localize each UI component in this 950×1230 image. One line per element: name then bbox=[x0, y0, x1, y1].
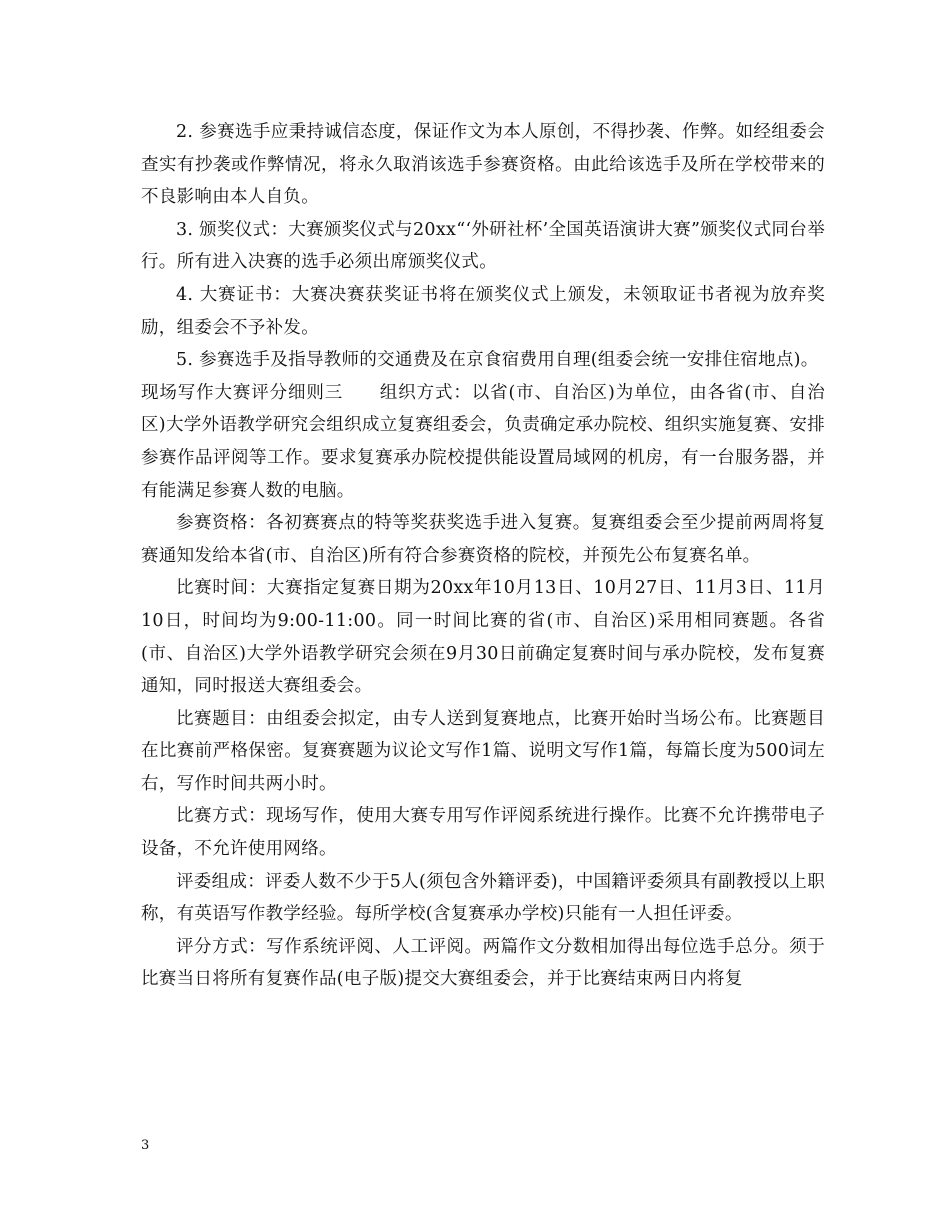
paragraph-travel-expenses: 5. 参赛选手及指导教师的交通费及在京食宿费用自理(组委会统一安排住宿地点)。 bbox=[176, 350, 819, 371]
paragraph-eligibility: 参赛资格：各初赛赛点的特等奖获奖选手进入复赛。复赛组委会至少提前两周将复赛通知发给本省(市、自治区)所有符合参赛资格的院校，并预先公布复赛名单。 bbox=[141, 513, 825, 566]
paragraph-scoring: 评分方式：写作系统评阅、人工评阅。两篇作文分数相加得出每位选手总分。须于比赛当日将所有复赛作品(电子版)提交大赛组委会，并于比赛结束两日内将复 bbox=[141, 936, 825, 990]
paragraph-judges: 评委组成：评委人数不少于5人(须包含外籍评委)，中国籍评委须具有副教授以上职称，有英语写作教学经验。每所学校(含复赛承办学校)只能有一人担任评委。 bbox=[141, 871, 825, 925]
paragraph-schedule: 比赛时间：大赛指定复赛日期为20xx年10月13日、10月27日、11月3日、11月10日，时间均为9:00-11:00。同一时间比赛的省(市、自治区)采用相同赛题。各省(市、自治区)大学外语教学研究会须在9月30日前确定复赛时间与承办院校，发布复赛通知，同时报送大赛组委会。 bbox=[141, 578, 825, 697]
paragraph-topics: 比赛题目：由组委会拟定，由专人送到复赛地点，比赛开始时当场公布。比赛题目在比赛前严格保密。复赛赛题为议论文写作1篇、说明文写作1篇，每篇长度为500词左右，写作时间共两小时。 bbox=[141, 708, 825, 794]
paragraph-format: 比赛方式：现场写作，使用大赛专用写作评阅系统进行操作。比赛不允许携带电子设备，不允许使用网络。 bbox=[141, 806, 825, 860]
paragraph-integrity: 2. 参赛选手应秉持诚信态度，保证作文为本人原创，不得抄袭、作弊。如经组委会查实有抄袭或作弊情况，将永久取消该选手参赛资格。由此给该选手及所在学校带来的不良影响由本人自负。 bbox=[141, 122, 825, 208]
paragraph-organization: 现场写作大赛评分细则三 组织方式：以省(市、自治区)为单位，由各省(市、自治区)大学外语教学研究会组织成立复赛组委会，负责确定承办院校、组织实施复赛、安排参赛作品评阅等工作。要求复赛承办院校提供能设置局域网的机房，有一台服务器，并有能满足参赛人数的电脑。 bbox=[141, 382, 825, 501]
page-number: 3 bbox=[141, 1138, 150, 1153]
paragraph-award-ceremony: 3. 颁奖仪式：大赛颁奖仪式与20xx“‘外研社杯’全国英语演讲大赛”颁奖仪式同台举行。所有进入决赛的选手必须出席颁奖仪式。 bbox=[141, 219, 825, 273]
document-body bbox=[141, 116, 825, 996]
paragraph-certificates: 4. 大赛证书：大赛决赛获奖证书将在颁奖仪式上颁发，未领取证书者视为放弃奖励，组委会不予补发。 bbox=[141, 284, 825, 338]
